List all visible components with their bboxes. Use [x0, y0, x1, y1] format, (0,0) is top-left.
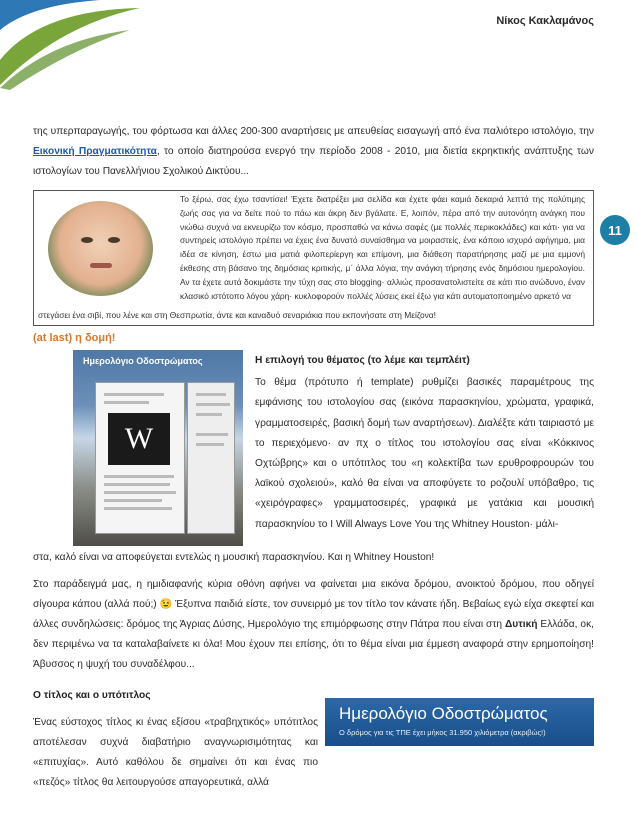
paragraph-example: Στο παράδειγμά μας, η ημιδιαφανής κύρια οθόνη αφήνει να φαίνεται μια εικόνα δρόμου, ανοικτού δρόμου, που οδηγεί σίγουρα κάπου (αλλά πού;) 😉 Έξυπνα παιδιά είστε, τον συνειρμό με τον τίτλο τον κάνατε ήδη. Βεβαίως εγώ είχα σκεφτεί και άλλες συνδηλώσεις: δρόμος της Άγριας Δύσης, Ημερολόγιο της επιμόρφωσης στην Πάτρα που είναι στη Δυτική Ελλάδα, οκ, δεν περιμένω να τα καταλαβαίνετε κι όλα! Μου έχουν πει επίσης, ότι το θέμα είναι μια έμμεση αναφορά στην ερημοποίηση! Άβυσσος η ψυχή του συναδέλφου... [33, 579, 595, 670]
blog-screenshot [73, 350, 243, 546]
page-number-badge: 11 [600, 215, 630, 245]
baby-photo [48, 201, 153, 296]
quote-text: Το ξέρω, σας έχω τσαντίσει! Έχετε διατρέξει μια σελίδα και έχετε φάει καμιά δεκαριά λεπτά της πολύτιμης ζωής σας για να δείτε πού το πάω και άκρη δεν βγάλατε. Ε, λοιπόν, πέρα από την αυτονόητη ανάγκη που νιώθω συχνά να εκνευρίζω τον κόσμο, προσπαθώ να κάνω σαφές (με πολλές περικοκλάδες) και κάτι· για να συντηρείς ιστολόγιο πρέπει να έχεις ένα δυνατό συναίσθημα να μοιραστείς, ένα κάποιο ισχυρό αφήγημα, μια ιδέα σε κίνηση, έστω μια ματιά φιλοπερίεργη και επίμονη, μια διάθεση παρατήρησης μαζί με μια εμμονή έκθεσης στη βάσανο της δημόσιας κριτικής, μ΄ άλλα λόγια, την ανάγκη τήρησης ενός δημόσιου ημερολογίου. Αν τα έχετε αυτά δοκιμάστε την τύχη σας στο blogging· αλλιώς προσανατολιστείτε σε κάτι πιο ανώδυνο, έναν κλασικό ιστότοπο λόγου χάρη· κυκλοφορούν πολλές λύσεις εκεί έξω για κάτι αυτοματοποιημένο αρκετό να [180, 194, 585, 301]
blog-header-title: Ημερολόγιο Οδοστρώματος [339, 704, 548, 723]
quote-box [33, 190, 594, 326]
blog-header-image [325, 698, 594, 746]
section-heading: (at last) η δομή! [33, 332, 116, 344]
subtitle-heading: Ο τίτλος και ο υπότιτλος [33, 690, 151, 701]
template-heading: Η επιλογή του θέματος (το λέμε και τεμπλέιτ) [255, 355, 470, 366]
blog-screenshot-title: Ημερολόγιο Οδοστρώματος [83, 356, 203, 366]
template-text: Το θέμα (πρότυπο ή template) ρυθμίζει βασικές παραμέτρους της εμφάνισης του ιστολογίου σας (εικόνα παρασκηνίου, χρώματα, γραφικά, γραμματοσειρές, βασική δομή των αναρτήσεων). Διαλέξτε κάτι ταιριαστό με το περιεχόμενο· αν πχ ο τίτλος του ιστολογίου σας είναι «Κόκκινος Οχτώβρης» και ο υπότιτλος του «η κολεκτίβα των ερυθροφρουρών του λαϊκού σχολειού», καλό θα είναι να αποφύγετε το ροζουλί υπόβαθρο, τις «χειρόγραφες» γραμματοσειρές, γραφικά με γατάκια και μουσική παρασκηνίου το I Will Always Love You της Whitney Houston· μάλι- [255, 377, 594, 530]
template-section [255, 351, 594, 535]
paragraph-continue: στα, καλό είναι να αποφεύγεται εντελώς η μουσική παρασκηνίου. Και η Whitney Houston! [33, 552, 435, 563]
blog-link[interactable]: Εικονική Πραγματικότητα [33, 146, 157, 157]
logo-swoosh-icon [0, 0, 140, 90]
paragraph-title: Ένας εύστοχος τίτλος κι ένας εξίσου «τραβηχτικός» υπότιτλος αποτέλεσαν συχνά διαβατήριο αναγνωρισιμότητας και «επιτυχίας». Αυτό καθόλου δε σημαίνει ότι και ένας πιο «πεζός» τίτλος θα λειτουργούσε απαγορευτικά, αλλά [33, 717, 318, 788]
blog-header-subtitle: Ο δρόμος για τις ΤΠΕ έχει μήκος 31.950 χιλιόμετρα (ακριβώς!) [339, 728, 546, 737]
author-name: Νίκος Κακλαμάνος [496, 15, 594, 27]
paragraph-intro: της υπερπαραγωγής, του φόρτωσα και άλλες 200-300 αναρτήσεις με απευθείας εισαγωγή από ένα παλιότερο ιστολόγιο, την Εικονική Πραγματικότητα, το οποίο διατηρούσα ενεργό την περίοδο 2008 - 2010, μια διετία εκρηκτικής ανάπτυξης των ιστολογίων του Πανελλήνιου Σχολικού Δικτύου... [33, 126, 594, 177]
quote-last-line: στεγάσει ένα σιβί, που λένε και στη Θεσπρωτία, άντε και καναδυό σεναριάκια που εκπονήσατε στη Μείζονα! [38, 310, 436, 321]
wikipedia-logo-icon: W [108, 413, 170, 465]
